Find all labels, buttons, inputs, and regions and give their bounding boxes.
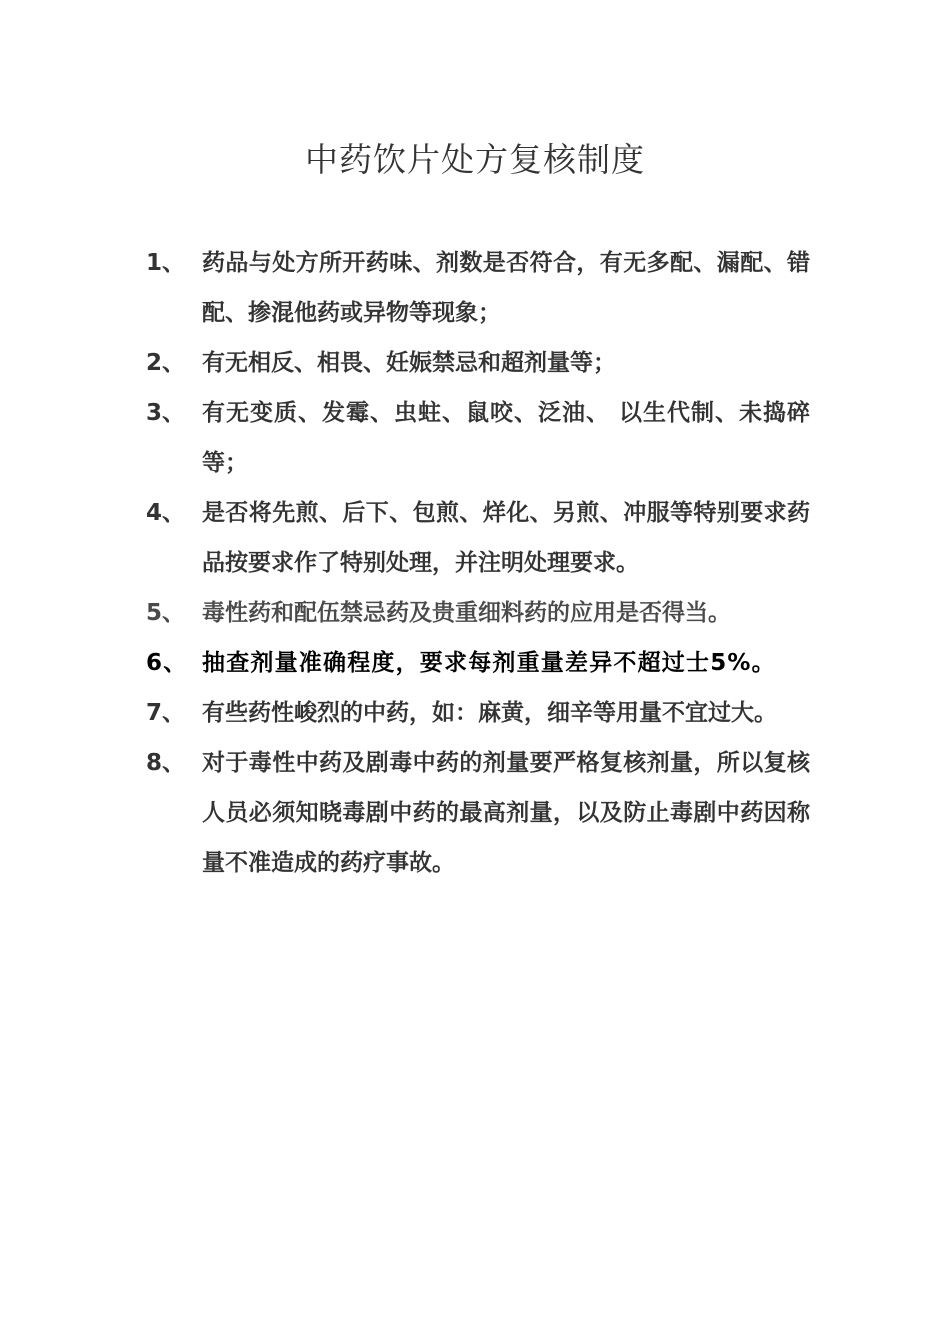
item-text: 是否将先煎、后下、包煎、烊化、另煎、冲服等特别要求药品按要求作了特别处理，并注明处理要求。	[202, 500, 810, 576]
page-title: 中药饮片处方复核制度	[305, 140, 645, 179]
item-text: 抽查剂量准确程度，要求每剂重量差异不超过士5%。	[202, 650, 776, 676]
item-text: 对于毒性中药及剧毒中药的剂量要严格复核剂量，所以复核人员必须知晓毒剧中药的最高剂量，以及防止毒剧中药因称量不准造成的药疗事故。	[202, 750, 810, 876]
list-item	[146, 338, 810, 388]
item-number: 2、	[146, 350, 186, 376]
list-item	[146, 738, 810, 888]
item-number: 1、	[146, 250, 186, 276]
item-text: 药品与处方所开药味、剂数是否符合，有无多配、漏配、错配、掺混他药或异物等现象；	[202, 250, 810, 326]
item-number: 3、	[146, 400, 186, 426]
item-text: 毒性药和配伍禁忌药及贵重细料药的应用是否得当。	[202, 600, 731, 626]
rules-list	[146, 238, 810, 888]
list-item	[146, 588, 810, 638]
item-number: 8、	[146, 750, 186, 776]
list-item	[146, 388, 810, 488]
item-number: 7、	[146, 700, 186, 726]
list-item	[146, 638, 810, 688]
item-text: 有些药性峻烈的中药，如：麻黄，细辛等用量不宜过大。	[202, 700, 777, 726]
item-number: 5、	[146, 600, 186, 626]
item-text: 有无相反、相畏、妊娠禁忌和超剂量等；	[202, 350, 616, 376]
item-number: 6、	[146, 650, 188, 676]
list-item	[146, 488, 810, 588]
item-text: 有无变质、发霉、虫蛀、鼠咬、泛油、 以生代制、未捣碎等；	[202, 400, 810, 476]
list-item	[146, 688, 810, 738]
item-number: 4、	[146, 500, 186, 526]
list-item	[146, 238, 810, 338]
